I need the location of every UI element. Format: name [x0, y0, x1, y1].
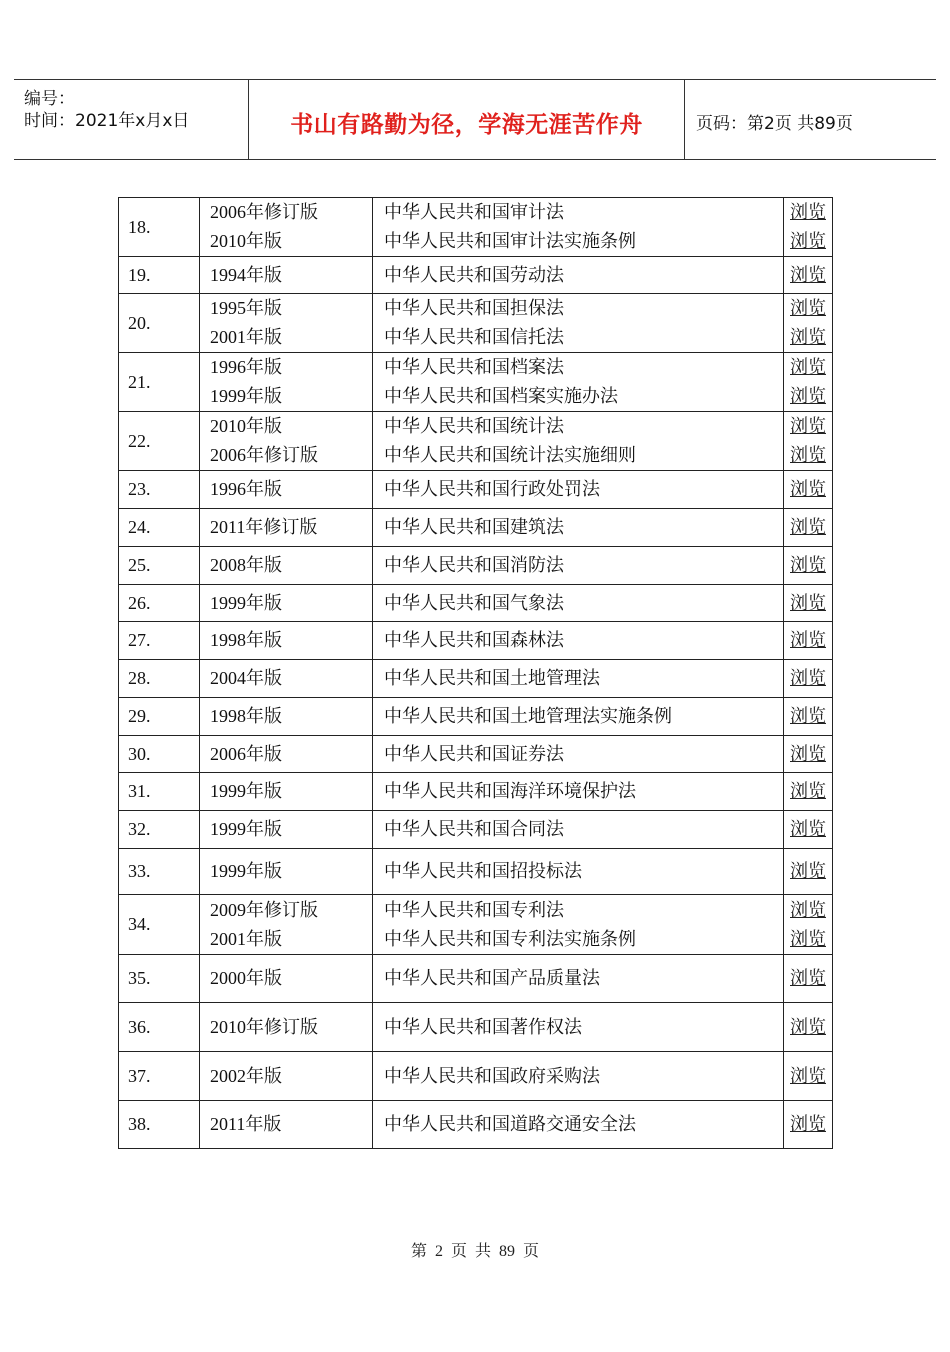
law-name: 中华人民共和国专利法: [384, 899, 564, 920]
law-name-cell: [373, 849, 784, 895]
browse-link[interactable]: 浏览: [790, 445, 826, 465]
law-name: 中华人民共和国招投标法: [384, 861, 582, 881]
browse-link[interactable]: 浏览: [790, 819, 826, 839]
law-name-cell: [373, 811, 784, 849]
browse-cell: [784, 198, 833, 257]
law-name: 中华人民共和国土地管理法: [384, 668, 600, 688]
version-text: 1999年版: [210, 592, 282, 613]
law-name-cell: [373, 353, 784, 412]
row-number: 29.: [119, 698, 200, 736]
law-name: 中华人民共和国建筑法: [384, 517, 564, 537]
version-text: 1998年版: [210, 630, 282, 650]
browse-cell: [784, 1003, 833, 1052]
page-indicator: 页码：第2页 共89页: [696, 114, 853, 134]
law-list-body: [119, 198, 833, 1149]
version-text-cell: [200, 773, 373, 811]
version-text-cell: [200, 895, 373, 955]
version-text: 1996年版: [210, 357, 282, 377]
table-row: [119, 1101, 833, 1149]
law-name: 中华人民共和国统计法实施细则: [384, 445, 636, 465]
law-name: 中华人民共和国档案实施办法: [384, 386, 618, 406]
law-name-cell: [373, 1003, 784, 1052]
version-text: 2004年版: [210, 668, 282, 688]
version-text-cell: [200, 955, 373, 1003]
table-row: [119, 198, 833, 257]
law-name-cell: [373, 773, 784, 811]
law-name: 中华人民共和国行政处罚法: [384, 479, 600, 499]
law-name-cell: [373, 895, 784, 955]
version-text-cell: [200, 198, 373, 257]
table-row: [119, 1003, 833, 1052]
table-row: [119, 547, 833, 585]
browse-link[interactable]: 浏览: [790, 743, 826, 764]
browse-cell: [784, 471, 833, 509]
browse-link[interactable]: 浏览: [790, 781, 826, 801]
table-row: [119, 698, 833, 736]
version-text: 1996年版: [210, 479, 282, 499]
row-number: 34.: [119, 895, 200, 955]
law-name-cell: [373, 660, 784, 698]
law-name-cell: [373, 736, 784, 773]
row-number: 37.: [119, 1052, 200, 1101]
version-text-cell: [200, 736, 373, 773]
law-name: 中华人民共和国审计法: [384, 202, 564, 222]
table-row: [119, 412, 833, 471]
law-name: 中华人民共和国产品质量法: [384, 968, 600, 988]
browse-link[interactable]: 浏览: [790, 327, 826, 347]
browse-cell: [784, 811, 833, 849]
browse-link[interactable]: 浏览: [790, 668, 826, 688]
table-row: [119, 773, 833, 811]
browse-cell: [784, 353, 833, 412]
version-text: 2002年版: [210, 1065, 282, 1086]
browse-cell: [784, 736, 833, 773]
document-number: 编号：: [24, 89, 75, 109]
version-text-cell: [200, 412, 373, 471]
version-text: 1995年版: [210, 298, 282, 318]
browse-link[interactable]: 浏览: [790, 899, 826, 920]
row-number: 19.: [119, 257, 200, 294]
version-text: 1998年版: [210, 706, 282, 726]
version-text: 1999年版: [210, 781, 282, 801]
browse-link[interactable]: 浏览: [790, 231, 826, 251]
law-name-cell: [373, 698, 784, 736]
version-text-cell: [200, 547, 373, 585]
law-name: 中华人民共和国信托法: [384, 327, 564, 347]
row-number: 36.: [119, 1003, 200, 1052]
page-footer: 第 2 页 共 89 页: [410, 1243, 539, 1260]
version-text-cell: [200, 1003, 373, 1052]
version-text-cell: [200, 471, 373, 509]
version-text-cell: [200, 811, 373, 849]
version-text: 2000年版: [210, 968, 282, 988]
version-text-cell: [200, 1052, 373, 1101]
row-number: 33.: [119, 849, 200, 895]
browse-cell: [784, 412, 833, 471]
version-text: 2010年修订版: [210, 1016, 318, 1037]
law-name: 中华人民共和国专利法实施条例: [384, 928, 636, 949]
browse-link[interactable]: 浏览: [790, 1114, 826, 1134]
browse-link[interactable]: 浏览: [790, 555, 826, 575]
law-name-cell: [373, 1101, 784, 1149]
law-name: 中华人民共和国著作权法: [384, 1016, 582, 1037]
row-number: 25.: [119, 547, 200, 585]
table-row: [119, 736, 833, 773]
row-number: 24.: [119, 509, 200, 547]
table-row: [119, 585, 833, 622]
version-text: 2009年修订版: [210, 899, 318, 920]
header-meta-cell: [14, 80, 249, 159]
row-number: 28.: [119, 660, 200, 698]
version-text-cell: [200, 698, 373, 736]
law-name: 中华人民共和国消防法: [384, 555, 564, 575]
browse-link[interactable]: 浏览: [790, 416, 826, 436]
browse-link[interactable]: 浏览: [790, 202, 826, 222]
browse-cell: [784, 622, 833, 660]
browse-cell: [784, 585, 833, 622]
law-name-cell: [373, 509, 784, 547]
browse-cell: [784, 698, 833, 736]
law-name: 中华人民共和国档案法: [384, 357, 564, 377]
browse-link[interactable]: 浏览: [790, 706, 826, 726]
version-text: 1999年版: [210, 861, 282, 881]
motto-text: 书山有路勤为径，学海无涯苦作舟: [290, 112, 643, 138]
version-text-cell: [200, 257, 373, 294]
browse-link[interactable]: 浏览: [790, 357, 826, 377]
browse-cell: [784, 955, 833, 1003]
law-name: 中华人民共和国合同法: [384, 819, 564, 839]
browse-cell: [784, 849, 833, 895]
browse-link[interactable]: 浏览: [790, 386, 826, 406]
browse-link[interactable]: 浏览: [790, 630, 826, 650]
version-text: 2008年版: [210, 555, 282, 575]
version-text: 2010年版: [210, 231, 282, 251]
table-row: [119, 509, 833, 547]
table-row: [119, 294, 833, 353]
version-text: 1999年版: [210, 819, 282, 839]
version-text: 2006年修订版: [210, 445, 318, 465]
table-row: [119, 257, 833, 294]
browse-link[interactable]: 浏览: [790, 1016, 826, 1037]
browse-cell: [784, 257, 833, 294]
row-number: 20.: [119, 294, 200, 353]
law-name-cell: [373, 955, 784, 1003]
table-row: [119, 622, 833, 660]
law-name-cell: [373, 471, 784, 509]
row-number: 21.: [119, 353, 200, 412]
row-number: 18.: [119, 198, 200, 257]
law-name: 中华人民共和国森林法: [384, 630, 564, 650]
version-text: 2010年版: [210, 416, 282, 436]
browse-link[interactable]: 浏览: [790, 517, 826, 537]
law-name: 中华人民共和国海洋环境保护法: [384, 781, 636, 801]
version-text: 2011年版: [210, 1114, 282, 1134]
law-name-cell: [373, 257, 784, 294]
law-name: 中华人民共和国土地管理法实施条例: [384, 706, 672, 726]
law-name: 中华人民共和国审计法实施条例: [384, 231, 636, 251]
row-number: 32.: [119, 811, 200, 849]
browse-cell: [784, 294, 833, 353]
version-text: 2011年修订版: [210, 517, 318, 537]
row-number: 23.: [119, 471, 200, 509]
row-number: 35.: [119, 955, 200, 1003]
law-name: 中华人民共和国道路交通安全法: [384, 1114, 636, 1134]
version-text: 1994年版: [210, 264, 282, 285]
browse-link[interactable]: 浏览: [790, 928, 826, 949]
version-text-cell: [200, 660, 373, 698]
version-text-cell: [200, 294, 373, 353]
law-name-cell: [373, 622, 784, 660]
law-name-cell: [373, 547, 784, 585]
version-text-cell: [200, 1101, 373, 1149]
version-text: 1999年版: [210, 386, 282, 406]
browse-link[interactable]: 浏览: [790, 592, 826, 613]
version-text-cell: [200, 353, 373, 412]
browse-link[interactable]: 浏览: [790, 264, 826, 285]
row-number: 27.: [119, 622, 200, 660]
table-row: [119, 811, 833, 849]
browse-link[interactable]: 浏览: [790, 1065, 826, 1086]
law-name-cell: [373, 1052, 784, 1101]
law-name-cell: [373, 294, 784, 353]
row-number: 26.: [119, 585, 200, 622]
law-name: 中华人民共和国证券法: [384, 743, 564, 764]
browse-cell: [784, 773, 833, 811]
browse-link[interactable]: 浏览: [790, 479, 826, 499]
table-row: [119, 849, 833, 895]
document-date: 时间：2021年x月x日: [24, 111, 190, 131]
law-name-cell: [373, 585, 784, 622]
table-row: [119, 1052, 833, 1101]
browse-link[interactable]: 浏览: [790, 298, 826, 318]
version-text-cell: [200, 509, 373, 547]
version-text-cell: [200, 622, 373, 660]
browse-cell: [784, 660, 833, 698]
law-name: 中华人民共和国劳动法: [384, 264, 564, 285]
version-text: 2001年版: [210, 327, 282, 347]
law-list-table: [118, 197, 833, 1149]
table-row: [119, 471, 833, 509]
page-header: [14, 79, 936, 160]
row-number: 30.: [119, 736, 200, 773]
law-name-cell: [373, 412, 784, 471]
browse-cell: [784, 509, 833, 547]
header-page-cell: [685, 80, 936, 159]
law-name: 中华人民共和国统计法: [384, 416, 564, 436]
table-row: [119, 895, 833, 955]
browse-cell: [784, 895, 833, 955]
table-row: [119, 353, 833, 412]
version-text-cell: [200, 585, 373, 622]
table-row: [119, 660, 833, 698]
law-name: 中华人民共和国担保法: [384, 298, 564, 318]
version-text: 2001年版: [210, 928, 282, 949]
header-motto-cell: [249, 80, 685, 159]
browse-cell: [784, 1101, 833, 1149]
browse-cell: [784, 547, 833, 585]
row-number: 31.: [119, 773, 200, 811]
version-text: 2006年版: [210, 743, 282, 764]
browse-link[interactable]: 浏览: [790, 861, 826, 881]
browse-cell: [784, 1052, 833, 1101]
browse-link[interactable]: 浏览: [790, 968, 826, 988]
law-name-cell: [373, 198, 784, 257]
row-number: 38.: [119, 1101, 200, 1149]
table-row: [119, 955, 833, 1003]
row-number: 22.: [119, 412, 200, 471]
law-name: 中华人民共和国气象法: [384, 592, 564, 613]
version-text: 2006年修订版: [210, 202, 318, 222]
version-text-cell: [200, 849, 373, 895]
law-name: 中华人民共和国政府采购法: [384, 1065, 600, 1086]
